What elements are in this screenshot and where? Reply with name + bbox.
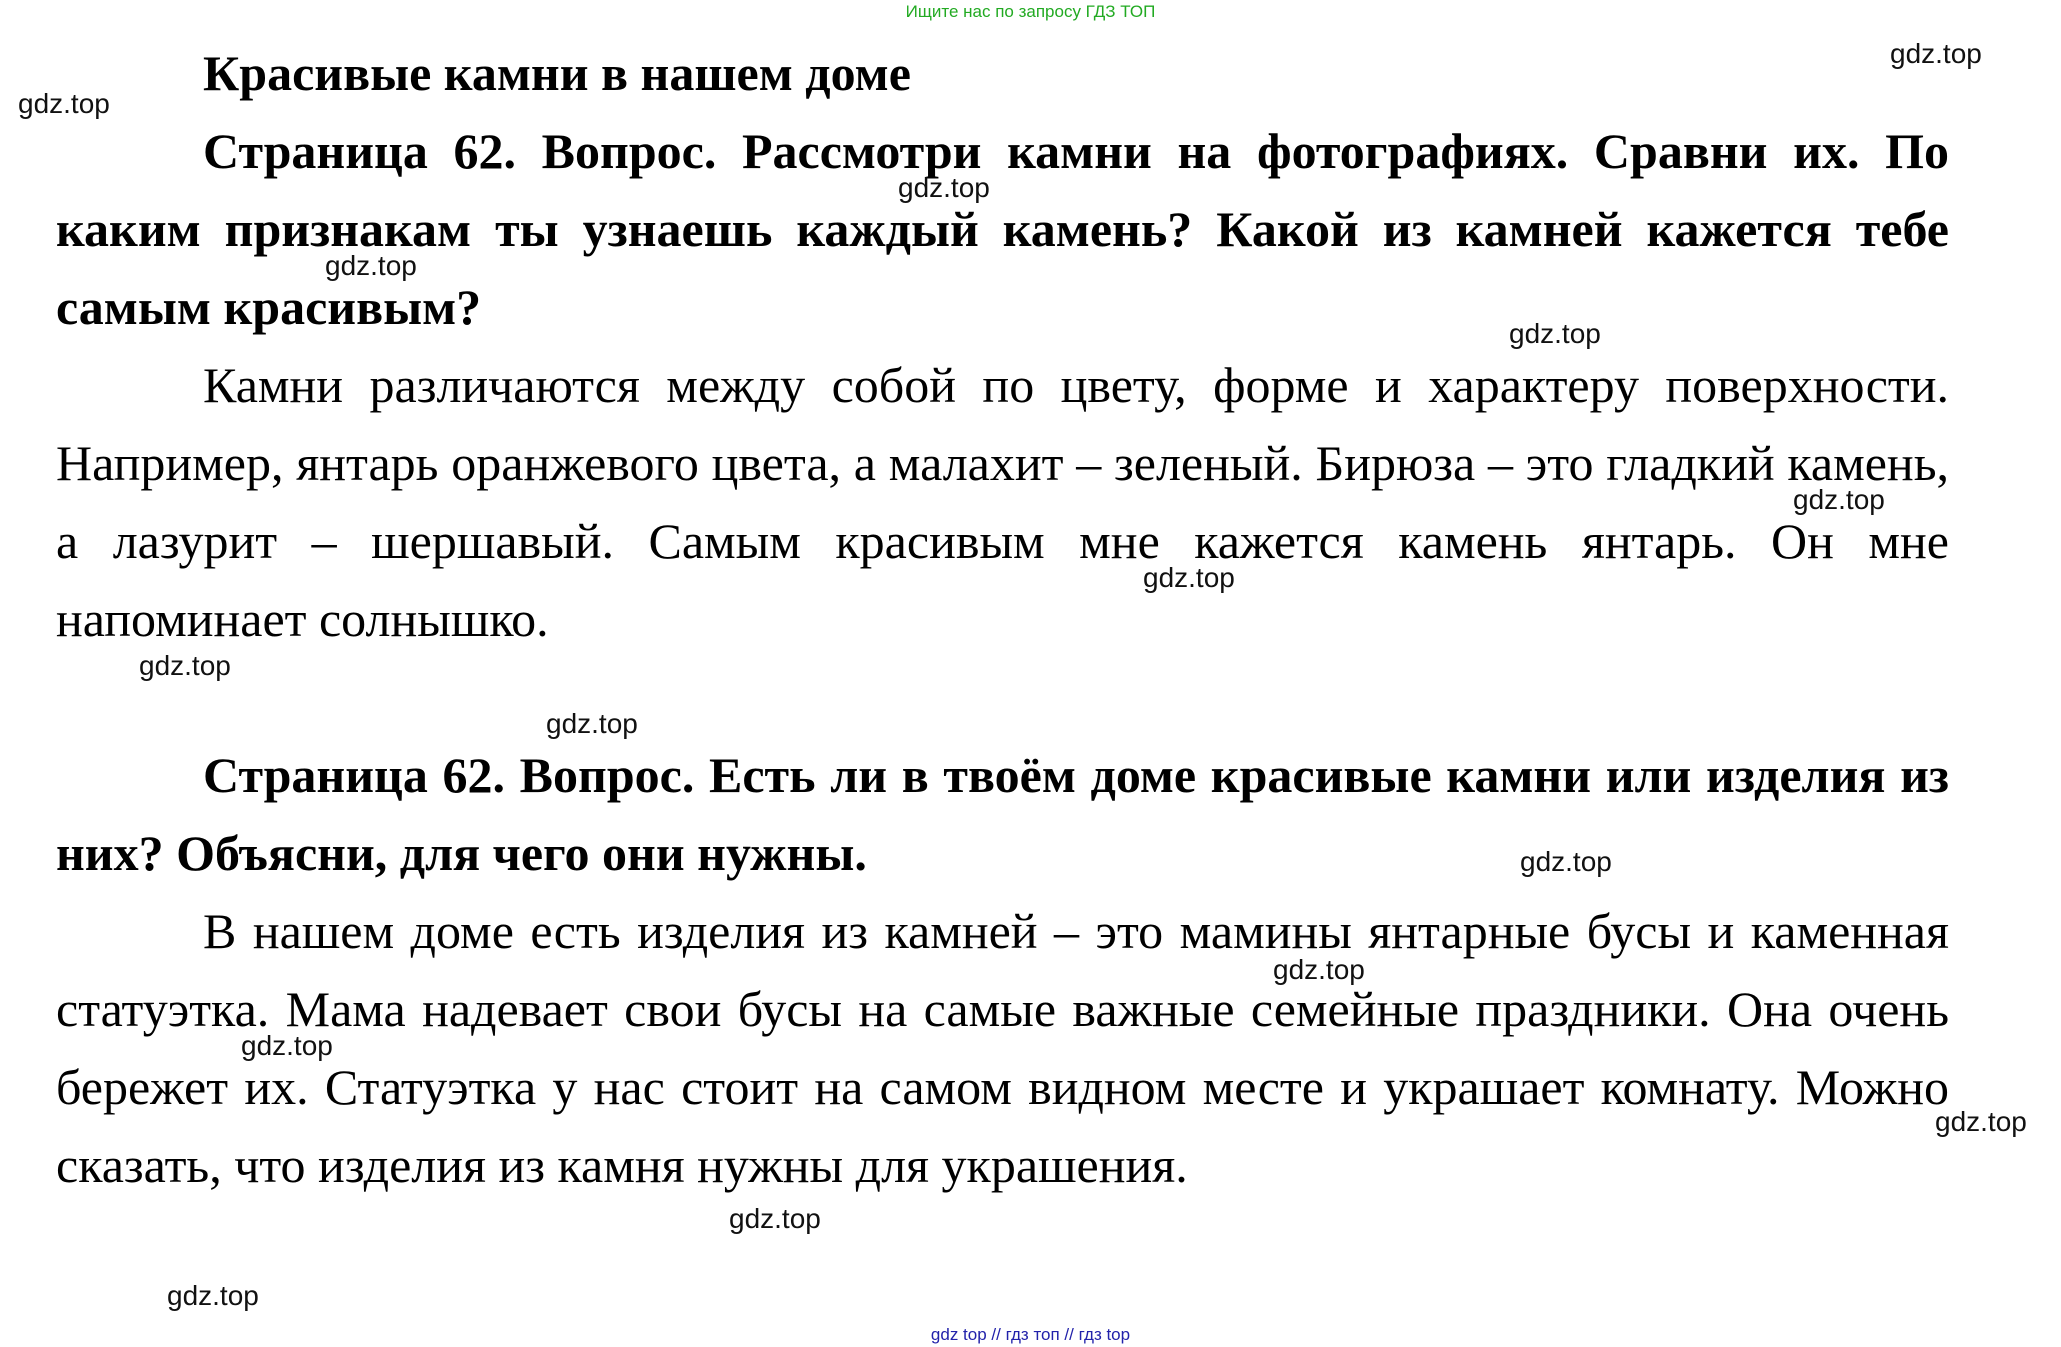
question-2: Страница 62. Вопрос. Есть ли в твоём доме красивые камни или изделия из них? Объясни, для чего они нужны. xyxy=(56,747,1949,881)
answer-1: Камни различаются между собой по цвету, форме и характеру поверхности. Например, янтарь оранжевого цвета, а малахит – зеленый. Бирюза – это гладкий камень, а лазурит – шершавый. Самым красивым мне кажется камень янтарь. Он мне напоминает солнышко. xyxy=(56,357,1949,647)
watermark: gdz.top xyxy=(1890,38,1982,69)
watermark: gdz.top xyxy=(241,1030,333,1061)
watermark: gdz.top xyxy=(1509,318,1601,349)
document-content xyxy=(56,34,1949,1204)
section-title: Красивые камни в нашем доме xyxy=(203,45,911,101)
section-gap xyxy=(56,658,1949,736)
question-1: Страница 62. Вопрос. Рассмотри камни на фотографиях. Сравни их. По каким признакам ты узнаешь каждый камень? Какой из камней кажется тебе самым красивым? xyxy=(56,123,1949,335)
watermark: gdz.top xyxy=(1935,1106,2027,1137)
watermark: gdz.top xyxy=(1520,846,1612,877)
watermark: gdz.top xyxy=(898,172,990,203)
watermark: gdz.top xyxy=(1143,562,1235,593)
watermark: gdz.top xyxy=(139,650,231,681)
watermark: gdz.top xyxy=(546,708,638,739)
answer-2: В нашем доме есть изделия из камней – это мамины янтарные бусы и каменная статуэтка. Мама надевает свои бусы на самые важные семейные праздники. Она очень бережет их. Статуэтка у нас стоит на самом видном месте и украшает комнату. Можно сказать, что изделия из камня нужны для украшения. xyxy=(56,903,1949,1193)
watermark: gdz.top xyxy=(1273,954,1365,985)
footer-links: gdz top // гдз топ // гдз top xyxy=(930,1325,1131,1344)
top-banner: Ищите нас по запросу ГДЗ ТОП xyxy=(905,2,1156,21)
watermark: gdz.top xyxy=(729,1203,821,1234)
watermark: gdz.top xyxy=(18,88,110,119)
watermark: gdz.top xyxy=(325,250,417,281)
watermark: gdz.top xyxy=(1793,484,1885,515)
watermark: gdz.top xyxy=(167,1280,259,1311)
